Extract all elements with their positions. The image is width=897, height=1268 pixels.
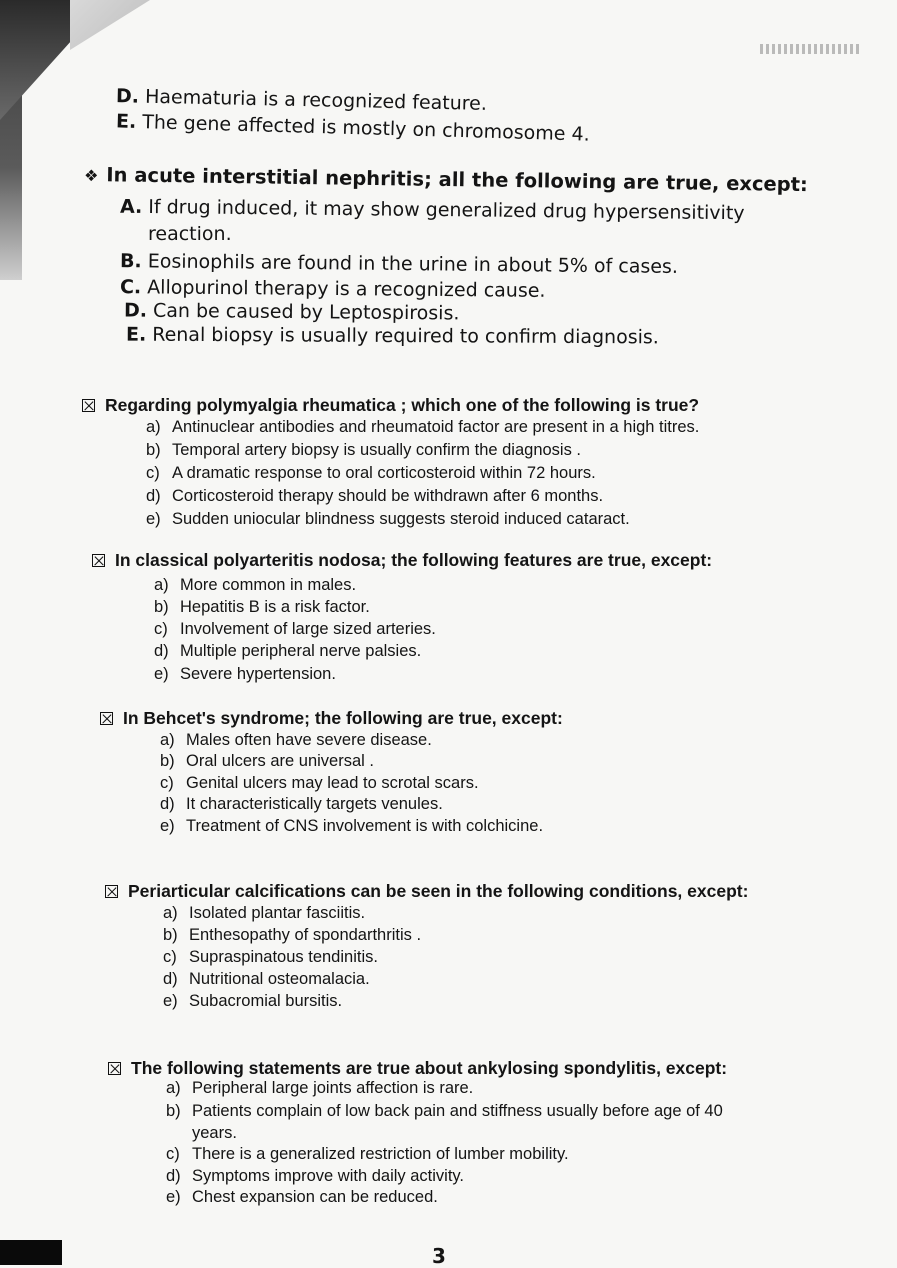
checkbox-icon (82, 399, 95, 412)
option-letter: D. (115, 85, 140, 108)
option-letter: A. (119, 195, 143, 218)
option-letter: c) (154, 620, 168, 638)
option-e (126, 323, 659, 350)
option-text: Males often have severe disease. (186, 731, 432, 749)
option-text: Peripheral large joints affection is rare. (192, 1079, 474, 1097)
option-letter: e) (160, 817, 175, 835)
option-letter: b) (154, 598, 169, 616)
diamond-bullet-icon: ❖ (83, 165, 99, 186)
option-letter: b) (160, 752, 175, 770)
option-letter: b) (163, 926, 178, 944)
option-letter: e) (146, 510, 161, 528)
question-title (84, 163, 808, 198)
option-letter: d) (154, 642, 169, 660)
option-d (146, 487, 603, 506)
scan-edge-bar (0, 1240, 62, 1265)
option-b (120, 249, 678, 279)
option-letter: C. (119, 276, 142, 299)
checkbox-icon (100, 712, 113, 725)
option-a (146, 418, 699, 437)
option-b (160, 752, 374, 771)
option-letter: e) (154, 665, 169, 683)
option-letter: c) (163, 948, 177, 966)
option-a (160, 731, 432, 750)
option-letter: b) (146, 441, 161, 459)
option-text: Corticosteroid therapy should be withdrawn after 6 months. (172, 487, 604, 505)
page-fold (70, 0, 150, 50)
option-text: The gene affected is mostly on chromosome 4. (142, 111, 590, 146)
option-letter: a) (166, 1079, 181, 1097)
option-text: It characteristically targets venules. (186, 795, 443, 813)
option-c (166, 1145, 569, 1164)
option-text: Subacromial bursitis. (189, 992, 343, 1010)
option-text: Severe hypertension. (180, 665, 336, 683)
question-text: In acute interstitial nephritis; all the following are true, except: (106, 163, 808, 197)
page-number: 3 (432, 1244, 446, 1268)
option-text: Renal biopsy is usually required to confirm diagnosis. (152, 323, 659, 349)
question-text: Regarding polymyalgia rheumatica ; which one of the following is true? (105, 395, 700, 415)
option-text: Can be caused by Leptospirosis. (152, 299, 460, 325)
option-letter: E. (115, 110, 137, 133)
option-e (146, 510, 630, 529)
option-letter: d) (160, 795, 175, 813)
option-text: Allopurinol therapy is a recognized cause. (147, 276, 546, 302)
option-letter: a) (154, 576, 169, 594)
checkbox-icon (92, 554, 105, 567)
option-text: Treatment of CNS involvement is with colchicine. (186, 817, 544, 835)
checkbox-icon (105, 885, 118, 898)
option-letter: B. (119, 250, 142, 273)
option-text: Hepatitis B is a risk factor. (180, 598, 370, 616)
option-letter: a) (160, 731, 175, 749)
option-text: Chest expansion can be reduced. (192, 1188, 438, 1206)
option-e (154, 665, 336, 684)
option-d (124, 299, 460, 326)
option-letter: d) (146, 487, 161, 505)
option-text: There is a generalized restriction of lumber mobility. (192, 1145, 569, 1163)
option-letter: d) (163, 970, 178, 988)
option-text: Involvement of large sized arteries. (180, 620, 436, 638)
option-b (163, 926, 421, 945)
option-c (160, 774, 479, 793)
option-e (163, 992, 342, 1011)
option-b (146, 441, 581, 460)
option-a (166, 1079, 473, 1098)
option-text: Multiple peripheral nerve palsies. (180, 642, 422, 660)
option-letter: b) (166, 1102, 181, 1120)
option-e (166, 1188, 438, 1207)
option-letter: a) (146, 418, 161, 436)
option-letter: c) (146, 464, 160, 482)
option-letter: c) (166, 1145, 180, 1163)
option-letter: E. (125, 323, 147, 346)
question-title (100, 708, 563, 729)
option-text: Patients complain of low back pain and stiffness usually before age of 40 (192, 1102, 723, 1120)
option-letter: e) (166, 1188, 181, 1206)
option-text: More common in males. (180, 576, 357, 594)
option-c (146, 464, 596, 483)
option-text: Antinuclear antibodies and rheumatoid factor are present in a high titres. (172, 418, 700, 436)
option-text: A dramatic response to oral corticosteroid within 72 hours. (172, 464, 596, 482)
option-c (154, 620, 436, 639)
option-text: Sudden uniocular blindness suggests steroid induced cataract. (172, 510, 630, 528)
option-a-continued (148, 222, 232, 246)
question-title (105, 881, 748, 902)
question-text: In Behcet's syndrome; the following are true, except: (123, 708, 563, 728)
option-text: Genital ulcers may lead to scrotal scars. (186, 774, 479, 792)
option-text: Haematuria is a recognized feature. (144, 85, 488, 115)
option-text: Isolated plantar fasciitis. (189, 904, 366, 922)
option-text: Enthesopathy of spondarthritis . (189, 926, 422, 944)
option-letter: d) (166, 1167, 181, 1185)
option-letter: e) (163, 992, 178, 1010)
question-text: Periarticular calcifications can be seen in the following conditions, except: (128, 881, 749, 901)
option-text: Nutritional osteomalacia. (189, 970, 370, 988)
question-title (92, 550, 712, 571)
option-text: reaction. (148, 223, 232, 245)
checkbox-icon (108, 1062, 121, 1075)
option-a (163, 904, 365, 923)
option-b-continued (192, 1124, 237, 1143)
option-d (166, 1167, 464, 1186)
option-letter: a) (163, 904, 178, 922)
option-d (163, 970, 370, 989)
option-text: Oral ulcers are universal . (186, 752, 374, 770)
option-text: Supraspinatous tendinitis. (189, 948, 378, 966)
option-a (154, 576, 356, 595)
option-a (120, 195, 745, 226)
question-title (108, 1058, 727, 1079)
option-text: Symptoms improve with daily activity. (192, 1167, 465, 1185)
option-text: Temporal artery biopsy is usually confirm the diagnosis . (172, 441, 582, 459)
option-text: If drug induced, it may show generalized drug hypersensitivity (148, 196, 745, 225)
question-text: In classical polyarteritis nodosa; the following features are true, except: (115, 550, 713, 570)
option-text: Eosinophils are found in the urine in about 5% of cases. (147, 250, 679, 278)
option-d (154, 642, 421, 661)
option-e (116, 109, 590, 146)
scan-smudge (760, 44, 860, 54)
option-b (154, 598, 370, 617)
option-letter: D. (123, 299, 148, 322)
question-text: The following statements are true about ankylosing spondylitis, except: (131, 1058, 728, 1078)
option-d (160, 795, 443, 814)
question-title (82, 395, 699, 416)
option-text: years. (192, 1124, 237, 1142)
option-c (163, 948, 378, 967)
option-letter: c) (160, 774, 174, 792)
option-b (166, 1102, 723, 1121)
option-e (160, 817, 543, 836)
